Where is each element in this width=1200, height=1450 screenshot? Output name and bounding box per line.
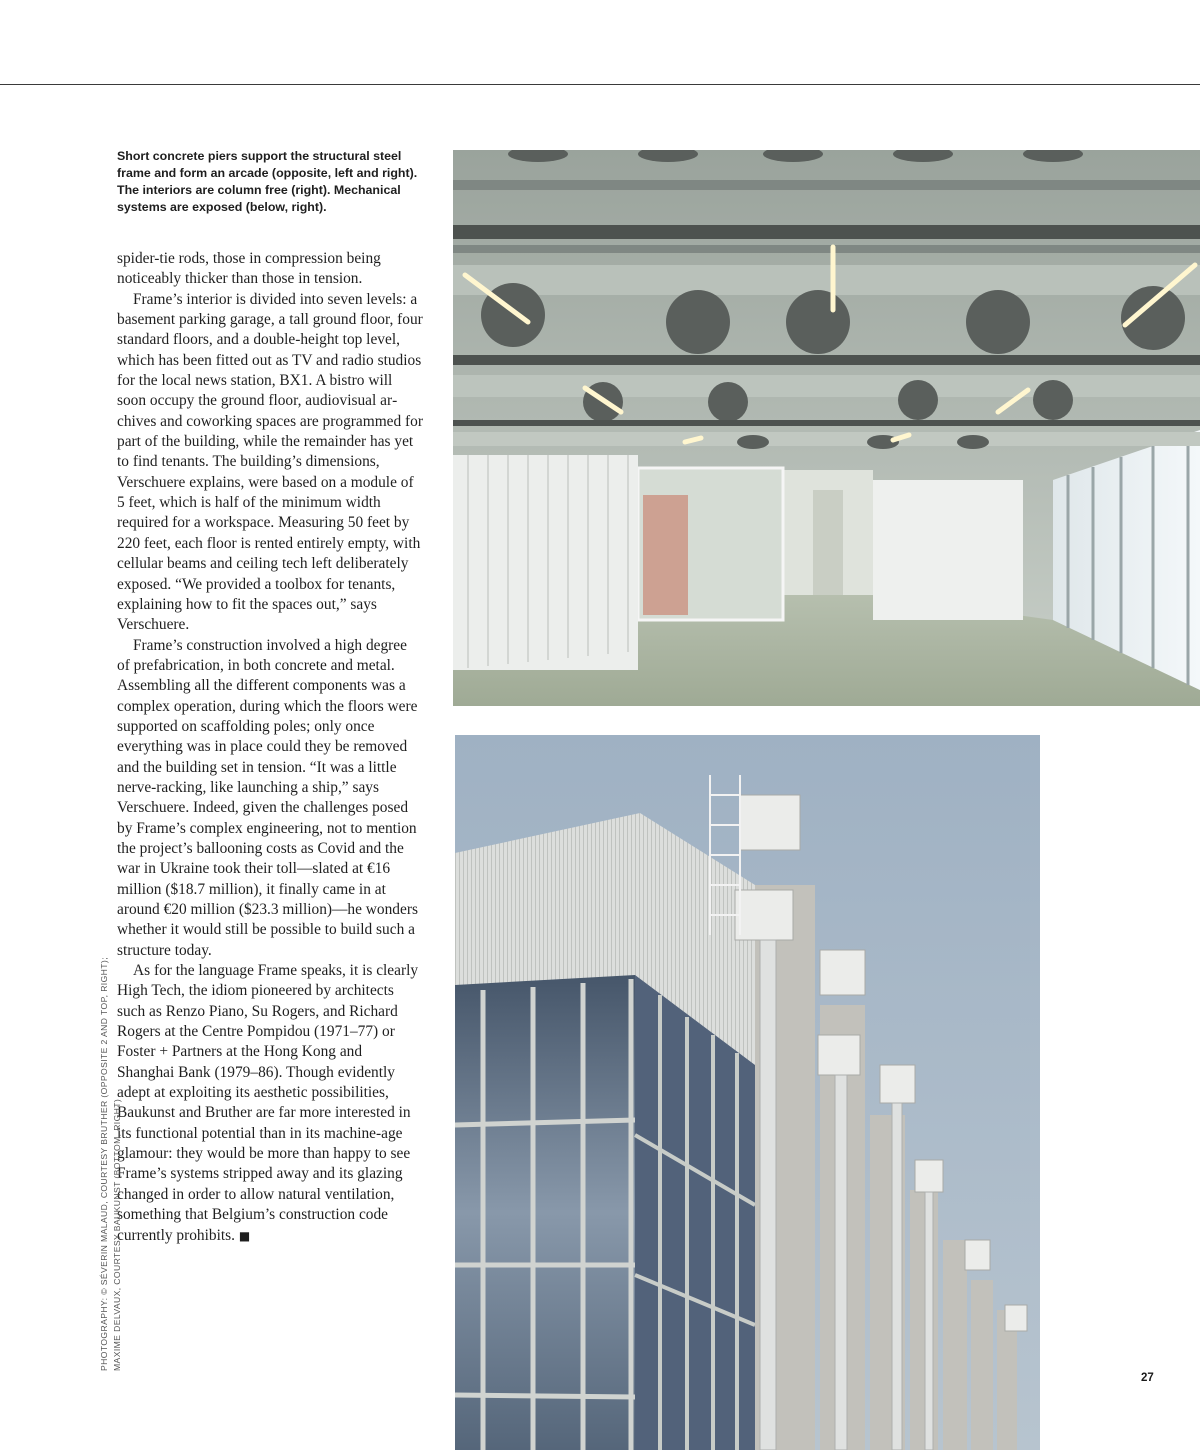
body-paragraph-3: Frame’s construction involved a high degree of prefabrication, in both concrete and metal. Assembling all the different components was a complex operation, during which the floors were supported on scaffolding poles; only once everything was in place could they be removed and the building set in tension. “It was a little nerve-racking, like launching a ship,” says Verschuere. Indeed, given the challenges posed by Frame’s complex engineering, not to mention the project’s ballooning costs as Covid and the war in Ukraine took their toll—slated at €16 million ($18.7 million), it finally came in at around €20 million ($23.3 million)—he wonders whether it would still be possible to build such a structure today. [117, 636, 418, 959]
exterior-photo [455, 735, 1040, 1450]
interior-photo [453, 150, 1200, 706]
photo-credit-line-1: PHOTOGRAPHY: © SÉVERIN MALAUD, COURTESY BRUTHER (OPPOSITE 2 AND TOP, RIGHT); [99, 957, 109, 1371]
photo-credit [98, 931, 123, 1371]
top-rule [0, 84, 1200, 85]
photo-caption: Short concrete piers support the structural steel frame and form an arcade (opposite, left and right). The interiors are column free (right). Mechanical systems are exposed (below, right). [117, 149, 418, 214]
body-paragraph-2: Frame’s interior is divided into seven levels: a basement parking garage, a tall ground floor, four standard floors, and a double-height top level, which has been fitted out as TV and radio studios for the local news station, BX1. A bistro will soon occupy the ground floor, audiovisual archives and coworking spaces are programmed for part of the building, while the remainder has yet to find tenants. The building’s dimensions, Verschuere explains, were based on a module of 5 feet, which is half of the minimum width required for a workspace. Measuring 50 feet by 220 feet, each floor is rented entirely empty, with cellular beams and ceiling tech left deliberately exposed. “We provided a toolbox for tenants, explaining how to fit the spaces out,” says Verschuere. [117, 290, 423, 634]
article-body [117, 249, 423, 1246]
body-paragraph-4-text: As for the language Frame speaks, it is clearly High Tech, the idiom pioneered by architects such as Renzo Piano, Su Rogers, and Richard Rogers at the Centre Pompidou (1971–77) or Foster + Partners at the Hong Kong and Shanghai Bank (1979–86). Though evidently adept at exploiting its aesthetic possibilities, Baukunst and Bruther are far more interested in its functional potential than in its machine-age glamour: they would be more than happy to see Frame’s systems stripped away and its glazing changed in order to allow natural ventilation, something that Belgium’s construction code currently prohibits. [117, 962, 419, 1244]
end-mark-icon: ■ [238, 1228, 251, 1243]
body-paragraph-4 [117, 961, 423, 1246]
body-paragraph-1: spider-tie rods, those in compression being noticeably thicker than those in tension. [117, 250, 381, 288]
photo-credit-line-2: MAXIME DELVAUX, COURTESY BAUKUNST (BOTTOM, RIGHT) [111, 1098, 122, 1371]
page-number: 27 [1141, 1372, 1154, 1384]
